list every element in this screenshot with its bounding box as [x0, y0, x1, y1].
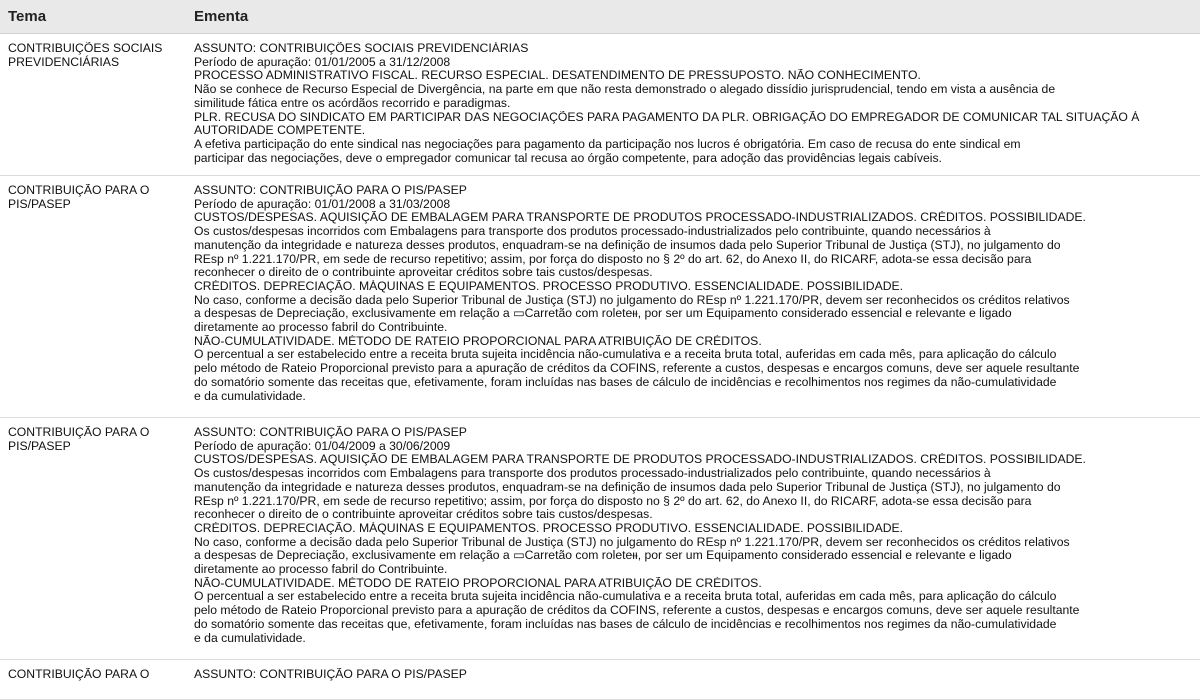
ementa-line: A efetiva participação do ente sindical nas negociações para pagamento da participação nos lucros é obrigatória. Em caso de recusa do ente sindical em	[194, 137, 1021, 151]
table-row[interactable]	[0, 418, 1200, 660]
ementa-line: O percentual a ser estabelecido entre a receita bruta sujeita incidência não-cumulativa e a receita bruta total, auferidas em cada mês, para aplicação do cálculo	[194, 348, 1057, 362]
ementa-line: ASSUNTO: CONTRIBUIÇÃO PARA O PIS/PASEP	[194, 426, 467, 439]
ementa-line: REsp nº 1.221.170/PR, em sede de recurso repetitivo; assim, por força do disposto no § 2º do art. 62, do Anexo II, do RICARF, adota-se essa decisão para	[194, 252, 1032, 266]
ementa-line: O percentual a ser estabelecido entre a receita bruta sujeita incidência não-cumulativa e a receita bruta total, auferidas em cada mês, para aplicação do cálculo	[194, 590, 1057, 604]
ementa-line: PROCESSO ADMINISTRATIVO FISCAL. RECURSO ESPECIAL. DESATENDIMENTO DE PRESSUPOSTO. NÃO CONHECIMENTO.	[194, 69, 921, 83]
tema-text: CONTRIBUIÇÕES SOCIAIS PREVIDENCIÁRIAS	[8, 42, 163, 69]
ementa-line: CRÉDITOS. DEPRECIAÇÃO. MÁQUINAS E EQUIPAMENTOS. PROCESSO PRODUTIVO. ESSENCIALIDADE. POSSIBILIDADE.	[194, 521, 904, 535]
ementa-line: AUTORIDADE COMPETENTE.	[194, 124, 366, 138]
column-header-ementa[interactable]: Ementa	[194, 8, 249, 25]
ementa-line: e da cumulatividade.	[194, 389, 306, 403]
ementa-cell	[194, 42, 1198, 165]
tema-cell	[8, 42, 178, 69]
ementa-line: pelo método de Rateio Proporcional previsto para a apuração de créditos da COFINS, referente a custos, despesas e encargos comuns, deve ser aquele resultante	[194, 362, 1080, 376]
ementa-line: Os custos/despesas incorridos com Embalagens para transporte dos produtos processado-industrializados pelo contribuinte, quando necessários à	[194, 467, 991, 481]
ementa-line: Período de apuração: 01/01/2008 a 31/03/2008	[194, 197, 451, 211]
ementa-line: Não se conhece de Recurso Especial de Divergência, na parte em que não resta demonstrado o alegado dissídio jurisprudencial, tendo em vista a ausência de	[194, 83, 1056, 97]
ementa-cell	[194, 426, 1198, 645]
ementa-line: participar das negociações, deve o empregador comunicar tal recusa ao órgão competente, para adoção das providências legais cabíveis.	[194, 151, 942, 165]
ementa-line: do somatório somente das receitas que, efetivamente, foram incluídas nas bases de cálculo de incidências e recolhimentos nos regimes da não-cumulatividade	[194, 375, 1057, 389]
ementa-line: No caso, conforme a decisão dada pelo Superior Tribunal de Justiça (STJ) no julgamento do REsp nº 1.221.170/PR, devem ser reconhecidos os créditos relativos	[194, 293, 1070, 307]
ementa-line: No caso, conforme a decisão dada pelo Superior Tribunal de Justiça (STJ) no julgamento do REsp nº 1.221.170/PR, devem ser reconhecidos os créditos relativos	[194, 535, 1070, 549]
ementa-line: CUSTOS/DESPESAS. AQUISIÇÃO DE EMBALAGEM PARA TRANSPORTE DE PRODUTOS PROCESSADO-INDUSTRIALIZADOS. CRÉDITOS. POSSIBILIDADE.	[194, 453, 1086, 467]
ementa-line: REsp nº 1.221.170/PR, em sede de recurso repetitivo; assim, por força do disposto no § 2º do art. 62, do Anexo II, do RICARF, adota-se essa decisão para	[194, 494, 1032, 508]
ementa-line: CUSTOS/DESPESAS. AQUISIÇÃO DE EMBALAGEM PARA TRANSPORTE DE PRODUTOS PROCESSADO-INDUSTRIALIZADOS. CRÉDITOS. POSSIBILIDADE.	[194, 211, 1086, 225]
ementa-line: a despesas de Depreciação, exclusivamente em relação a ▭Carretão com roleteᵼᵼ, por ser um Equipamento considerado essencial e relevante e ligado	[194, 549, 1012, 563]
ementa-line: diretamente ao processo fabril do Contribuinte.	[194, 563, 448, 577]
ementa-line: ASSUNTO: CONTRIBUIÇÕES SOCIAIS PREVIDENCIÁRIAS	[194, 42, 529, 55]
ementa-line: manutenção da integridade e natureza desses produtos, enquadram-se na definição de insumos dada pelo Superior Tribunal de Justiça (STJ), no julgamento do	[194, 480, 1061, 494]
ementa-line: PLR. RECUSA DO SINDICATO EM PARTICIPAR DAS NEGOCIAÇÕES PARA PAGAMENTO DA PLR. OBRIGAÇÃO DO EMPREGADOR DE COMUNICAR TAL SITUAÇÃO À	[194, 110, 1140, 124]
ementa-line: ASSUNTO: CONTRIBUIÇÃO PARA O PIS/PASEP	[194, 184, 467, 197]
tema-text: CONTRIBUIÇÃO PARA O	[8, 668, 150, 681]
ementa-line: Os custos/despesas incorridos com Embalagens para transporte dos produtos processado-industrializados pelo contribuinte, quando necessários à	[194, 225, 991, 239]
ementa-line: a despesas de Depreciação, exclusivamente em relação a ▭Carretão com roleteᵼᵼ, por ser um Equipamento considerado essencial e relevante e ligado	[194, 307, 1012, 321]
tema-text: CONTRIBUIÇÃO PARA O PIS/PASEP	[8, 426, 150, 453]
tema-text: CONTRIBUIÇÃO PARA O PIS/PASEP	[8, 184, 150, 211]
ementa-line: reconhecer o direito de o contribuinte aproveitar créditos sobre tais custos/despesas.	[194, 266, 653, 280]
tema-cell	[8, 426, 178, 453]
ementa-line: NÃO-CUMULATIVIDADE. MÉTODO DE RATEIO PROPORCIONAL PARA ATRIBUIÇÃO DE CRÉDITOS.	[194, 334, 762, 348]
ementa-line: Período de apuração: 01/04/2009 a 30/06/2009	[194, 439, 451, 453]
ementa-line: Período de apuração: 01/01/2005 a 31/12/2008	[194, 55, 451, 69]
ementa-line: CRÉDITOS. DEPRECIAÇÃO. MÁQUINAS E EQUIPAMENTOS. PROCESSO PRODUTIVO. ESSENCIALIDADE. POSSIBILIDADE.	[194, 279, 904, 293]
ementa-cell	[194, 184, 1198, 403]
ementa-line: e da cumulatividade.	[194, 631, 306, 645]
table-header	[0, 0, 1200, 34]
ementa-line: diretamente ao processo fabril do Contribuinte.	[194, 321, 448, 335]
ementa-line: manutenção da integridade e natureza desses produtos, enquadram-se na definição de insumos dada pelo Superior Tribunal de Justiça (STJ), no julgamento do	[194, 238, 1061, 252]
table-row[interactable]	[0, 176, 1200, 418]
ementa-line: NÃO-CUMULATIVIDADE. MÉTODO DE RATEIO PROPORCIONAL PARA ATRIBUIÇÃO DE CRÉDITOS.	[194, 576, 762, 590]
tema-cell	[8, 184, 178, 211]
ementa-line: similitude fática entre os acórdãos recorrido e paradigmas.	[194, 96, 511, 110]
table-row[interactable]	[0, 34, 1200, 176]
column-header-tema[interactable]: Tema	[8, 8, 47, 25]
ementa-line: ASSUNTO: CONTRIBUIÇÃO PARA O PIS/PASEP	[194, 668, 467, 681]
ementa-line: reconhecer o direito de o contribuinte aproveitar créditos sobre tais custos/despesas.	[194, 508, 653, 522]
table-row[interactable]	[0, 660, 1200, 700]
ementa-line: do somatório somente das receitas que, efetivamente, foram incluídas nas bases de cálculo de incidências e recolhimentos nos regimes da não-cumulatividade	[194, 617, 1057, 631]
ementa-line: pelo método de Rateio Proporcional previsto para a apuração de créditos da COFINS, referente a custos, despesas e encargos comuns, deve ser aquele resultante	[194, 604, 1080, 618]
